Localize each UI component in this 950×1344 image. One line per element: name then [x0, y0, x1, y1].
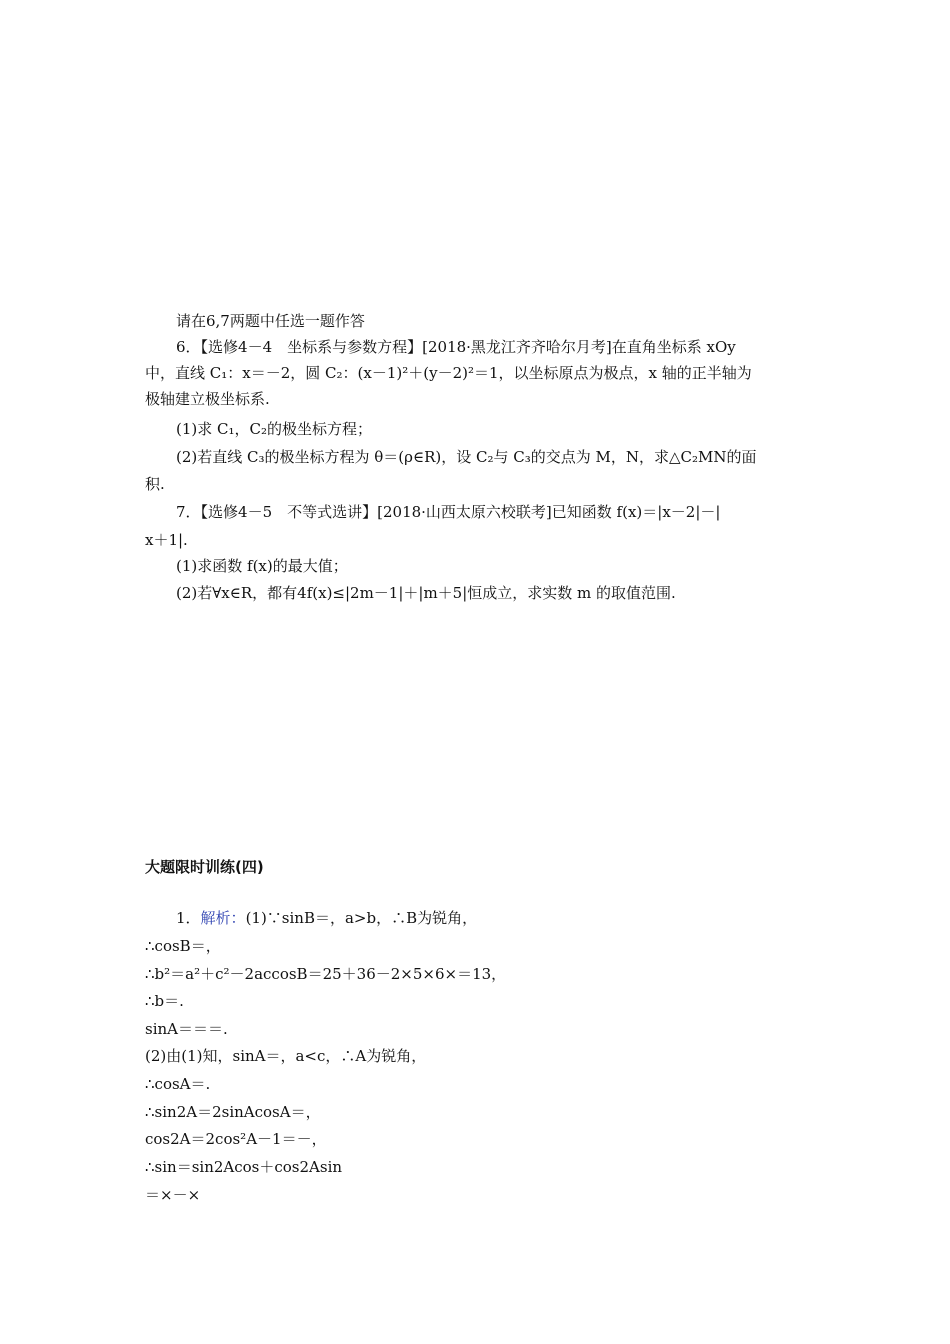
solution-line-2: ∴cosB＝，: [145, 937, 221, 955]
q7-part-2: (2)若∀x∈R，都有4f(x)≤|2m－1|＋|m＋5|恒成立，求实数 m 的取值范围.: [176, 584, 676, 602]
solution-line-8: ∴sin2A＝2sinAcosA＝，: [145, 1103, 321, 1121]
solution-line-10: ∴sin＝sin2Acos＋cos2Asin: [145, 1158, 343, 1176]
q6-line-3: 极轴建立极坐标系.: [145, 390, 270, 408]
q7-line-2: x＋1|.: [145, 531, 188, 549]
solution-line-4: ∴b＝.: [145, 992, 184, 1010]
q6-line-1: 6．【选修4－4 坐标系与参数方程】[2018·黑龙江齐齐哈尔月考]在直角坐标系 xOy: [176, 338, 736, 356]
solution-line-7: ∴cosA＝.: [145, 1075, 211, 1093]
solution-line-1: [176, 908, 477, 928]
q7-line-1: 7．【选修4－5 不等式选讲】[2018·山西太原六校联考]已知函数 f(x)＝|x－2|－|: [176, 503, 721, 521]
q6-part-2-line-2: 积.: [145, 475, 165, 493]
q6-part-2-line-1: (2)若直线 C₃的极坐标方程为 θ＝(ρ∈R)，设 C₂与 C₃的交点为 M，N，求△C₂MN的面: [176, 448, 757, 466]
solution-line-1-text: (1)∵sinB＝，a>b，∴B为锐角，: [245, 909, 478, 927]
solution-line-5: sinA＝＝＝.: [145, 1020, 228, 1038]
q6-part-1: (1)求 C₁，C₂的极坐标方程；: [176, 420, 372, 438]
section-heading: 大题限时训练(四): [145, 858, 264, 876]
solution-line-9: cos2A＝2cos²A－1＝－，: [145, 1130, 327, 1148]
solution-number: 1．: [176, 909, 201, 927]
instruction-text: 请在6,7两题中任选一题作答: [176, 312, 365, 330]
q6-line-2: 中，直线 C₁：x＝－2，圆 C₂：(x－1)²＋(y－2)²＝1，以坐标原点为极点，x 轴的正半轴为: [145, 364, 752, 382]
solution-label: 解析：: [200, 909, 246, 927]
solution-line-11: ＝×－×: [145, 1186, 201, 1204]
solution-line-6: (2)由(1)知，sinA＝，a<c，∴A为锐角，: [145, 1047, 427, 1065]
solution-line-3: ∴b²＝a²＋c²－2accosB＝25＋36－2×5×6×＝13，: [145, 965, 507, 983]
q7-part-1: (1)求函数 f(x)的最大值；: [176, 557, 348, 575]
